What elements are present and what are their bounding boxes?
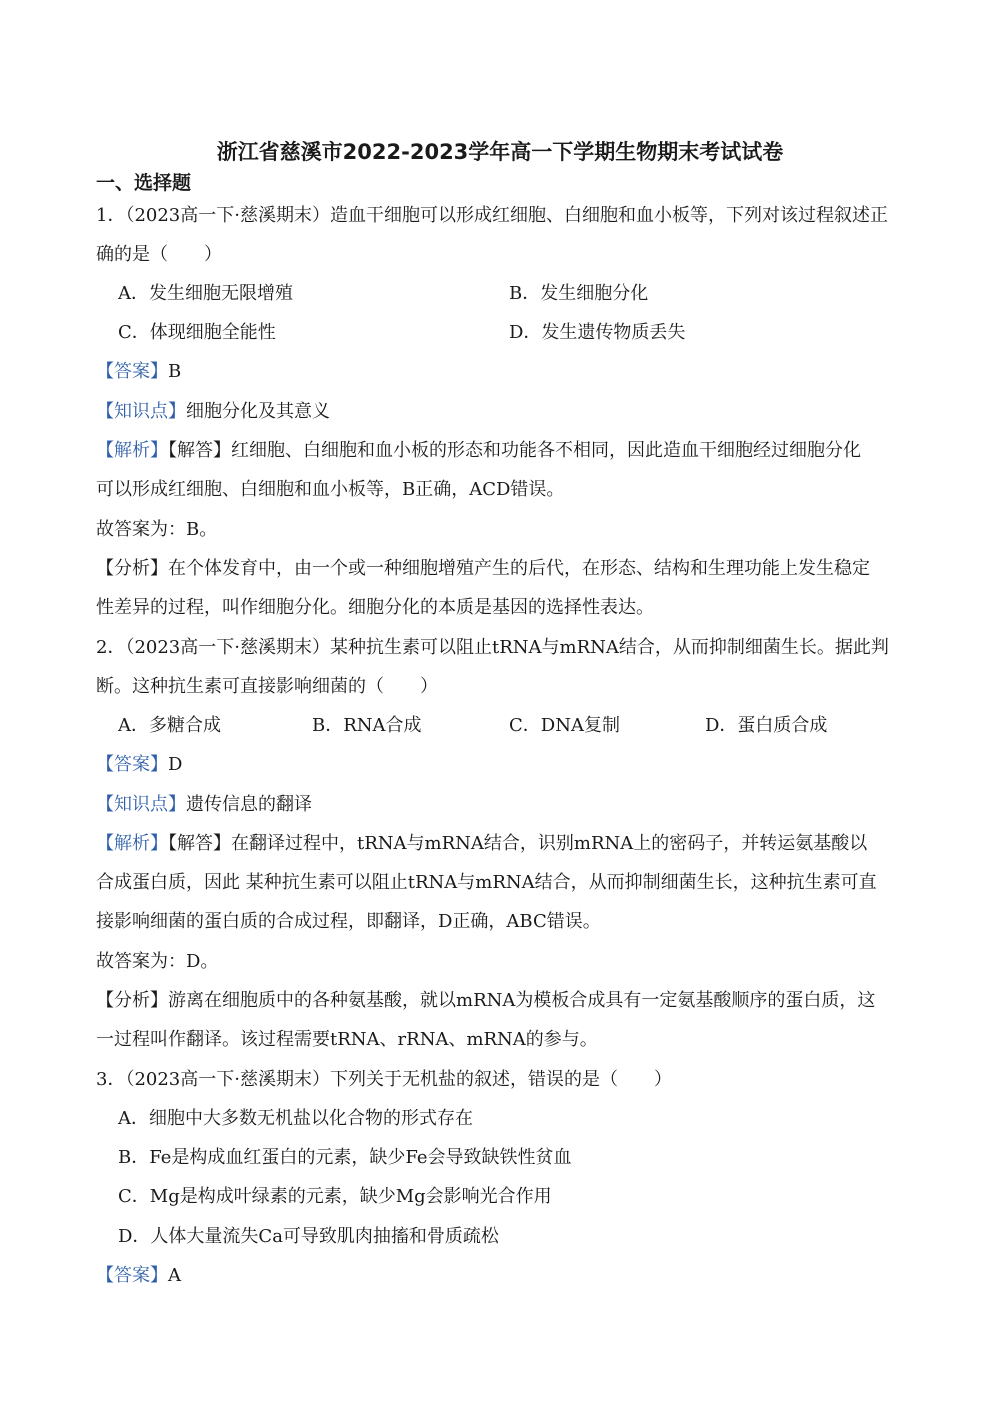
q2-option-d: D．蛋白质合成 (705, 715, 828, 736)
q2-jiexi-line2: 合成蛋白质，因此 某种抗生素可以阻止tRNA与mRNA结合，从而抑制细菌生长，这种抗生素可直 (96, 872, 877, 893)
q2-option-b: B．RNA合成 (312, 715, 422, 736)
q1-option-d: D．发生遗传物质丢失 (509, 322, 686, 343)
section-heading: 一、选择题 (96, 172, 192, 194)
answer-tag: 【答案】 (96, 361, 168, 382)
q1-stem-line2: 确的是（ ） (96, 244, 222, 265)
q3-option-b: B．Fe是构成血红蛋白的元素，缺少Fe会导致缺铁性贫血 (118, 1147, 572, 1168)
q2-jiexi-line1 (96, 832, 867, 856)
q1-option-b: B．发生细胞分化 (509, 283, 649, 304)
q2-final-answer: 故答案为：D。 (96, 951, 219, 972)
q3-option-c: C．Mg是构成叶绿素的元素，缺少Mg会影响光合作用 (118, 1186, 552, 1207)
solution-tag: 【解答】 (168, 440, 231, 461)
q2-stem-line1: 2．（2023高一下·慈溪期末）某种抗生素可以阻止tRNA与mRNA结合，从而抑制细菌生长。据此判 (96, 637, 889, 658)
q2-knowledge (96, 793, 312, 817)
q3-answer (96, 1264, 181, 1288)
q1-stem-line1: 1．（2023高一下·慈溪期末）造血干细胞可以形成红细胞、白细胞和血小板等，下列对该过程叙述正 (96, 205, 888, 226)
knowledge-tag: 【知识点】 (96, 794, 186, 815)
fenxi-tag: 【分析】 (96, 558, 168, 579)
q1-knowledge (96, 400, 330, 424)
q2-knowledge-text: 遗传信息的翻译 (186, 794, 312, 815)
q2-fenxi-line2: 一过程叫作翻译。该过程需要tRNA、rRNA、mRNA的参与。 (96, 1029, 598, 1050)
q2-answer-value: D (168, 754, 183, 775)
solution-tag: 【解答】 (168, 833, 231, 854)
answer-tag: 【答案】 (96, 1265, 168, 1286)
q3-stem-line1: 3．（2023高一下·慈溪期末）下列关于无机盐的叙述，错误的是（ ） (96, 1069, 672, 1090)
q3-answer-value: A (168, 1265, 181, 1286)
q1-option-a: A．发生细胞无限增殖 (118, 283, 293, 304)
q2-fenxi-line1 (96, 989, 875, 1013)
q1-jiexi-line1 (96, 439, 861, 463)
q1-fenxi-line1 (96, 557, 870, 581)
q2-fenxi-text1: 游离在细胞质中的各种氨基酸，就以mRNA为模板合成具有一定氨基酸顺序的蛋白质，这 (168, 990, 876, 1011)
q2-jiexi-text1: 在翻译过程中，tRNA与mRNA结合，识别mRNA上的密码子，并转运氨基酸以 (231, 833, 868, 854)
q1-answer-value: B (168, 361, 182, 382)
q3-option-d: D．人体大量流失Ca可导致肌肉抽搐和骨质疏松 (118, 1226, 499, 1247)
knowledge-tag: 【知识点】 (96, 401, 186, 422)
q2-option-c: C．DNA复制 (509, 715, 620, 736)
exam-title: 浙江省慈溪市2022-2023学年高一下学期生物期末考试试卷 (216, 140, 784, 164)
q1-fenxi-line2: 性差异的过程，叫作细胞分化。细胞分化的本质是基因的选择性表达。 (96, 597, 654, 618)
analysis-tag: 【解析】 (96, 833, 168, 854)
analysis-tag: 【解析】 (96, 440, 168, 461)
q2-stem-line2: 断。这种抗生素可直接影响细菌的（ ） (96, 676, 438, 697)
q1-jiexi-line2: 可以形成红细胞、白细胞和血小板等，B正确，ACD错误。 (96, 479, 565, 500)
q1-jiexi-text1: 红细胞、白细胞和血小板的形态和功能各不相同，因此造血干细胞经过细胞分化 (231, 440, 861, 461)
answer-tag: 【答案】 (96, 754, 168, 775)
q3-option-a: A．细胞中大多数无机盐以化合物的形式存在 (118, 1108, 473, 1129)
q1-final-answer: 故答案为：B。 (96, 519, 218, 540)
q1-fenxi-text1: 在个体发育中，由一个或一种细胞增殖产生的后代，在形态、结构和生理功能上发生稳定 (168, 558, 870, 579)
q1-option-c: C．体现细胞全能性 (118, 322, 276, 343)
q2-option-a: A．多糖合成 (118, 715, 221, 736)
fenxi-tag: 【分析】 (96, 990, 168, 1011)
q2-answer (96, 753, 182, 777)
q1-knowledge-text: 细胞分化及其意义 (186, 401, 330, 422)
q1-answer (96, 360, 181, 384)
q2-jiexi-line3: 接影响细菌的蛋白质的合成过程，即翻译，D正确，ABC错误。 (96, 911, 601, 932)
